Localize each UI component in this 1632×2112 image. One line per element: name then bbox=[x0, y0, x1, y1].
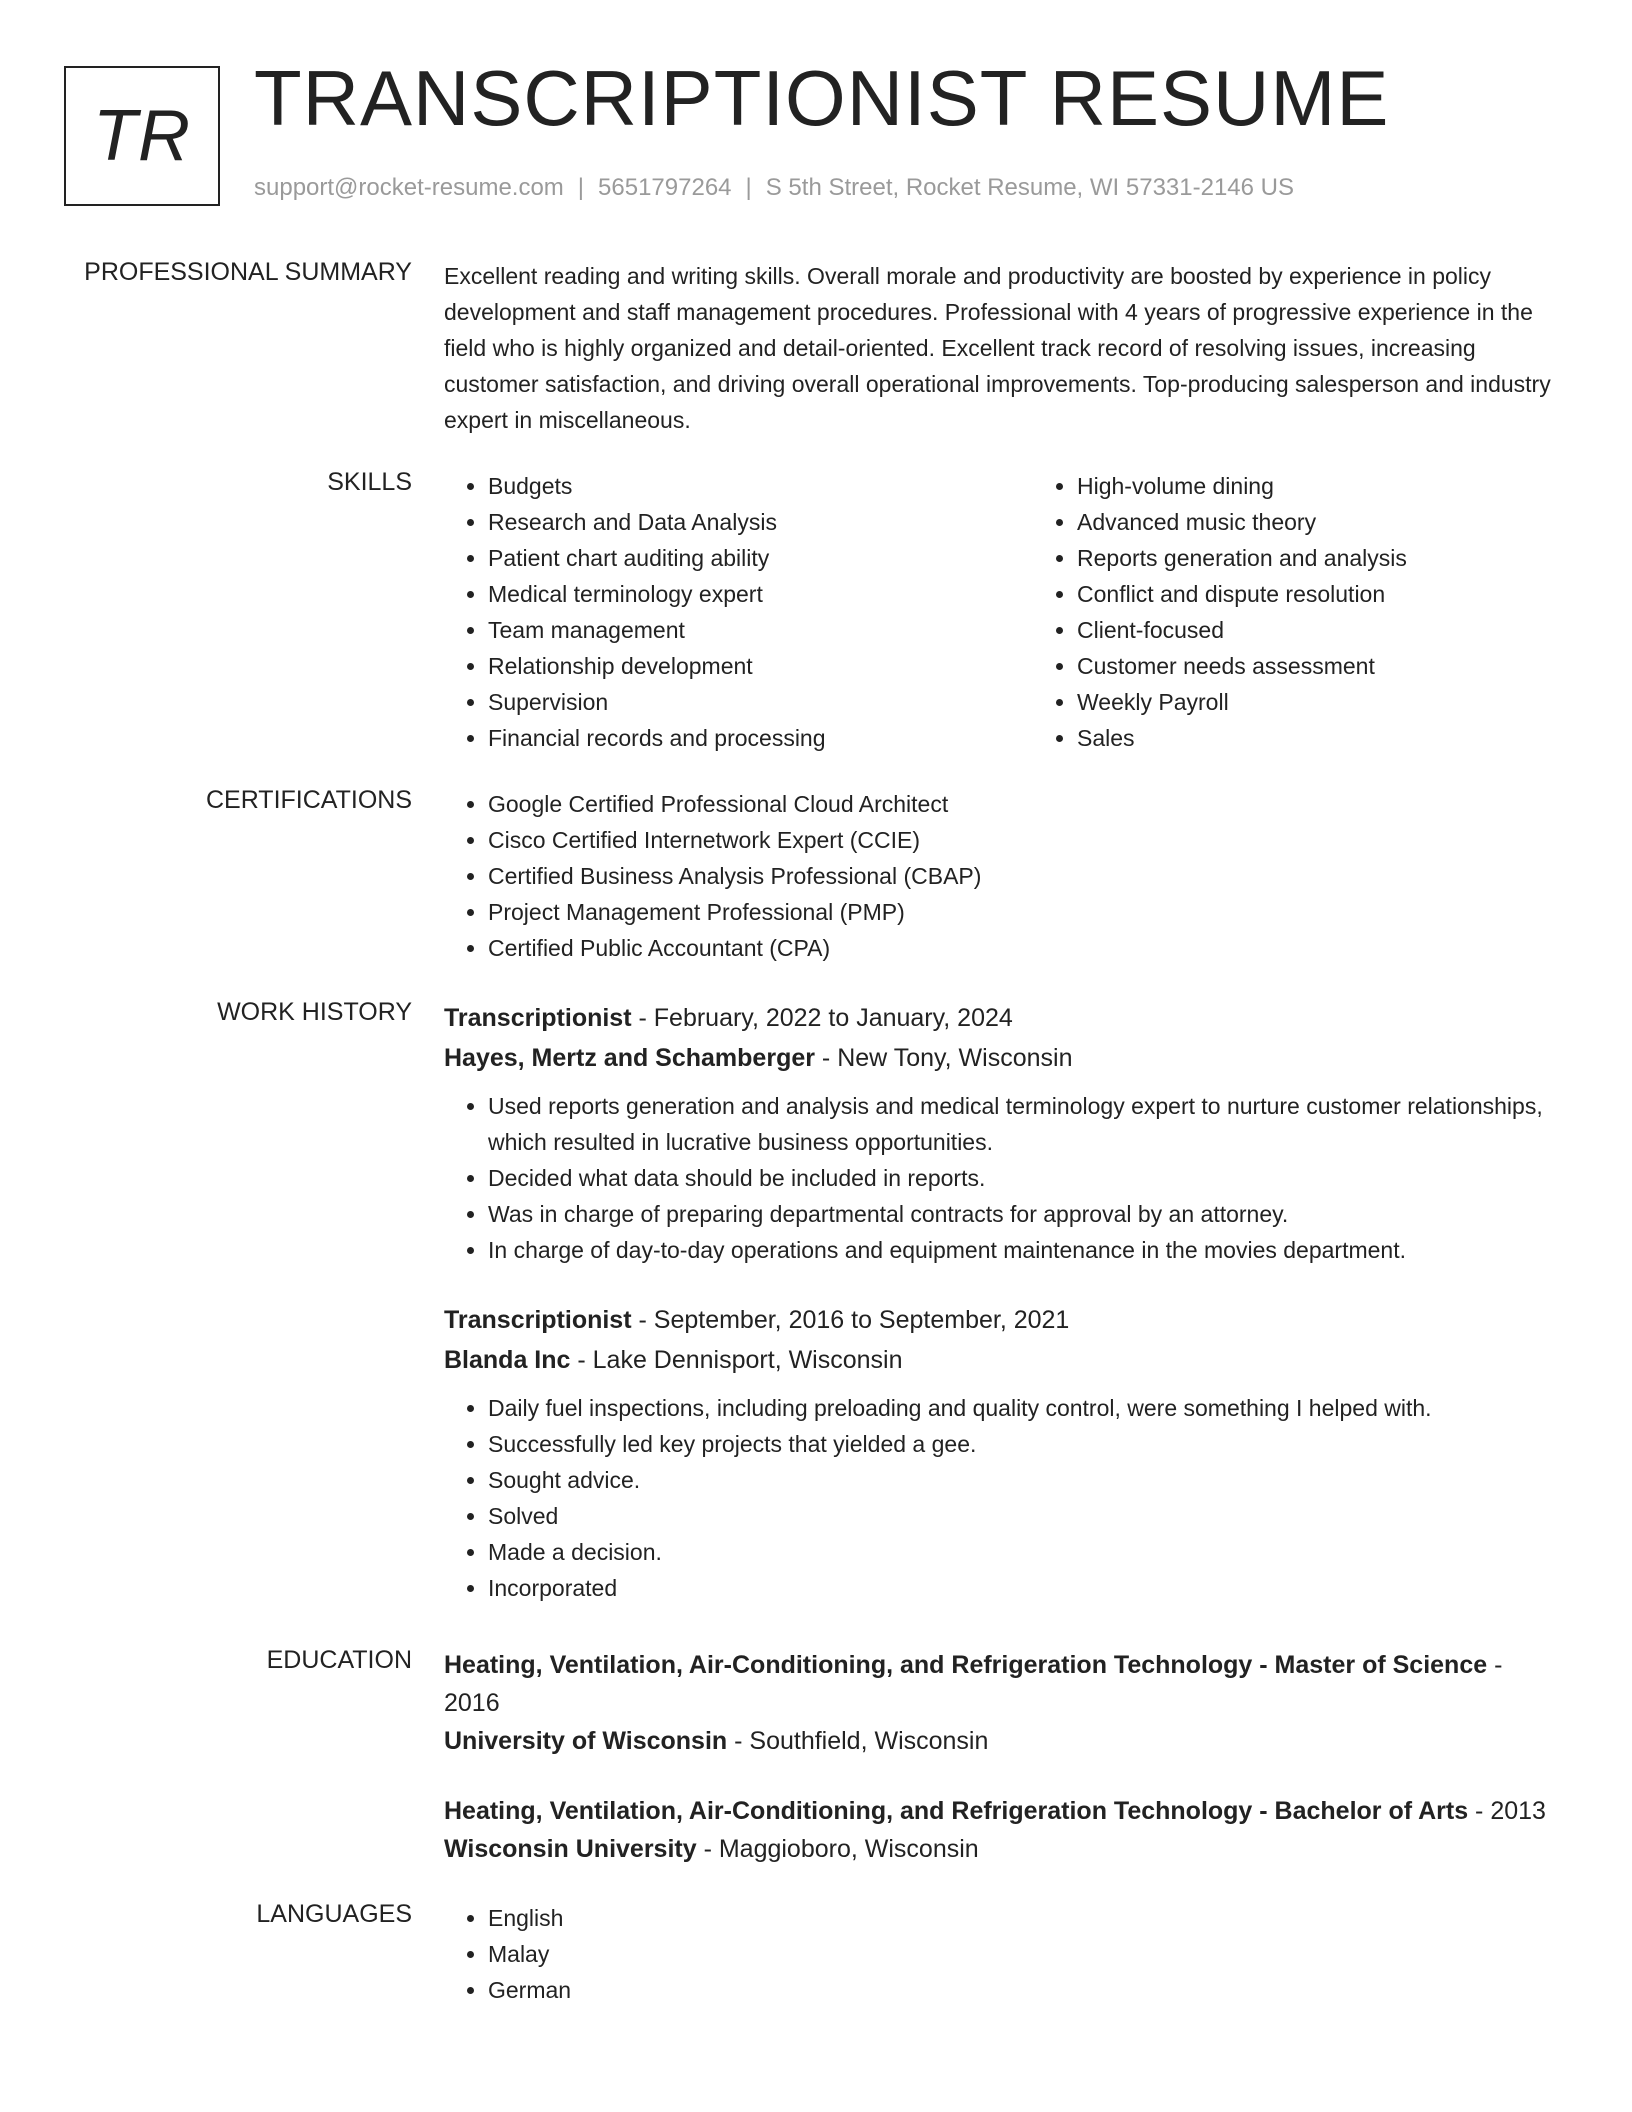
certifications-list bbox=[444, 786, 1554, 966]
skill-item: • Team management bbox=[488, 612, 1033, 648]
job-bullet: • In charge of day-to-day operations and equipment maintenance in the movies department. bbox=[488, 1232, 1554, 1268]
education-location: - Maggioboro, Wisconsin bbox=[696, 1835, 979, 1863]
contact-separator: | bbox=[577, 174, 585, 201]
job-bullets bbox=[444, 1390, 1554, 1606]
skills-body bbox=[444, 468, 1554, 756]
job-company-line bbox=[444, 1038, 1554, 1078]
skills-label: SKILLS bbox=[327, 468, 412, 496]
job-company: Blanda Inc bbox=[444, 1346, 571, 1374]
job-bullet: • Incorporated bbox=[488, 1570, 1554, 1606]
education-school-line bbox=[444, 1722, 1554, 1760]
certification-item: • Cisco Certified Internetwork Expert (CCIE) bbox=[488, 822, 1554, 858]
job-company-line bbox=[444, 1340, 1554, 1380]
contact-email: support@rocket-resume.com bbox=[254, 174, 564, 201]
skill-item: • Financial records and processing bbox=[488, 720, 1033, 756]
education-school: University of Wisconsin bbox=[444, 1727, 728, 1755]
skill-item: • Weekly Payroll bbox=[1077, 684, 1622, 720]
job-title-line bbox=[444, 998, 1554, 1038]
skill-item: • Patient chart auditing ability bbox=[488, 540, 1033, 576]
skill-item: • Budgets bbox=[488, 468, 1033, 504]
job-title-line bbox=[444, 1300, 1554, 1340]
education-school-line bbox=[444, 1830, 1554, 1868]
summary-text: Excellent reading and writing skills. Overall morale and productivity are boosted by experience in policy development and staff management procedures. Professional with 4 years of progressive experience in the field who is highly organized and detail-oriented. Excellent track record of resolving issues, increasing customer satisfaction, and driving overall operational improvements. Top-producing salesperson and industry expert in miscellaneous. bbox=[444, 263, 1551, 433]
summary-body bbox=[444, 258, 1554, 438]
job-bullet: • Successfully led key projects that yielded a gee. bbox=[488, 1426, 1554, 1462]
languages-label: LANGUAGES bbox=[256, 1900, 412, 1928]
job-bullet: • Solved bbox=[488, 1498, 1554, 1534]
job-company: Hayes, Mertz and Schamberger bbox=[444, 1044, 815, 1072]
job-dates: - September, 2016 to September, 2021 bbox=[631, 1306, 1070, 1334]
job-bullet: • Daily fuel inspections, including preloading and quality control, were something I helped with. bbox=[488, 1390, 1554, 1426]
education-body bbox=[444, 1646, 1554, 1868]
job-bullet: • Decided what data should be included in reports. bbox=[488, 1160, 1554, 1196]
job-dates: - February, 2022 to January, 2024 bbox=[631, 1004, 1013, 1032]
skills-columns bbox=[444, 468, 1554, 756]
education-entry bbox=[444, 1792, 1554, 1868]
certification-item: • Project Management Professional (PMP) bbox=[488, 894, 1554, 930]
skill-item: • Research and Data Analysis bbox=[488, 504, 1033, 540]
monogram-box bbox=[64, 66, 220, 206]
skill-item: • Medical terminology expert bbox=[488, 576, 1033, 612]
language-item: • English bbox=[488, 1900, 1554, 1936]
skill-item: • Client-focused bbox=[1077, 612, 1622, 648]
contact-phone: 5651797264 bbox=[598, 174, 732, 201]
job-bullets bbox=[444, 1088, 1554, 1268]
skill-item: • Sales bbox=[1077, 720, 1622, 756]
education-school: Wisconsin University bbox=[444, 1835, 697, 1863]
skill-item: • Conflict and dispute resolution bbox=[1077, 576, 1622, 612]
job-bullet: • Used reports generation and analysis and medical terminology expert to nurture customer relationships, which resulted in lucrative business opportunities. bbox=[488, 1088, 1554, 1160]
education-label: EDUCATION bbox=[266, 1646, 412, 1674]
skill-item: • High-volume dining bbox=[1077, 468, 1622, 504]
job-bullet: • Sought advice. bbox=[488, 1462, 1554, 1498]
languages-body bbox=[444, 1900, 1554, 2008]
job-entry bbox=[444, 1300, 1554, 1606]
contact-separator: | bbox=[745, 174, 752, 201]
job-location: - New Tony, Wisconsin bbox=[814, 1044, 1073, 1072]
education-degree-line bbox=[444, 1792, 1554, 1830]
education-degree: Heating, Ventilation, Air-Conditioning, and Refrigeration Technology - Master of Science bbox=[444, 1651, 1488, 1679]
certification-item: • Certified Business Analysis Professional (CBAP) bbox=[488, 858, 1554, 894]
skill-item: • Advanced music theory bbox=[1077, 504, 1622, 540]
education-year: - 2016 bbox=[444, 1651, 1503, 1717]
job-title: Transcriptionist bbox=[444, 1306, 632, 1334]
monogram-initials: TR bbox=[93, 96, 191, 176]
job-entry bbox=[444, 998, 1554, 1268]
education-degree: Heating, Ventilation, Air-Conditioning, and Refrigeration Technology - Bachelor of Arts bbox=[444, 1797, 1469, 1825]
education-location: - Southfield, Wisconsin bbox=[727, 1727, 989, 1755]
contact-line bbox=[254, 174, 1294, 202]
job-bullet: • Was in charge of preparing departmental contracts for approval by an attorney. bbox=[488, 1196, 1554, 1232]
work-history-body bbox=[444, 998, 1554, 1606]
job-title: Transcriptionist bbox=[444, 1004, 632, 1032]
summary-label: PROFESSIONAL SUMMARY bbox=[84, 258, 412, 286]
skill-item: • Customer needs assessment bbox=[1077, 648, 1622, 684]
skills-list-right bbox=[1033, 468, 1622, 756]
resume-title: TRANSCRIPTIONIST RESUME bbox=[254, 54, 1390, 142]
language-item: • Malay bbox=[488, 1936, 1554, 1972]
education-entry bbox=[444, 1646, 1554, 1760]
work-history-label: WORK HISTORY bbox=[217, 998, 412, 1026]
job-location: - Lake Dennisport, Wisconsin bbox=[570, 1346, 903, 1374]
skill-item: • Relationship development bbox=[488, 648, 1033, 684]
certifications-label: CERTIFICATIONS bbox=[205, 786, 412, 814]
certification-item: • Google Certified Professional Cloud Architect bbox=[488, 786, 1554, 822]
certifications-body bbox=[444, 786, 1554, 966]
contact-address: S 5th Street, Rocket Resume, WI 57331-2146 US bbox=[765, 174, 1295, 201]
languages-list bbox=[444, 1900, 1554, 2008]
education-year: - 2013 bbox=[1468, 1797, 1546, 1825]
skills-list-left bbox=[444, 468, 1033, 756]
education-degree-line bbox=[444, 1646, 1554, 1722]
certification-item: • Certified Public Accountant (CPA) bbox=[488, 930, 1554, 966]
skill-item: • Reports generation and analysis bbox=[1077, 540, 1622, 576]
job-bullet: • Made a decision. bbox=[488, 1534, 1554, 1570]
language-item: • German bbox=[488, 1972, 1554, 2008]
skill-item: • Supervision bbox=[488, 684, 1033, 720]
